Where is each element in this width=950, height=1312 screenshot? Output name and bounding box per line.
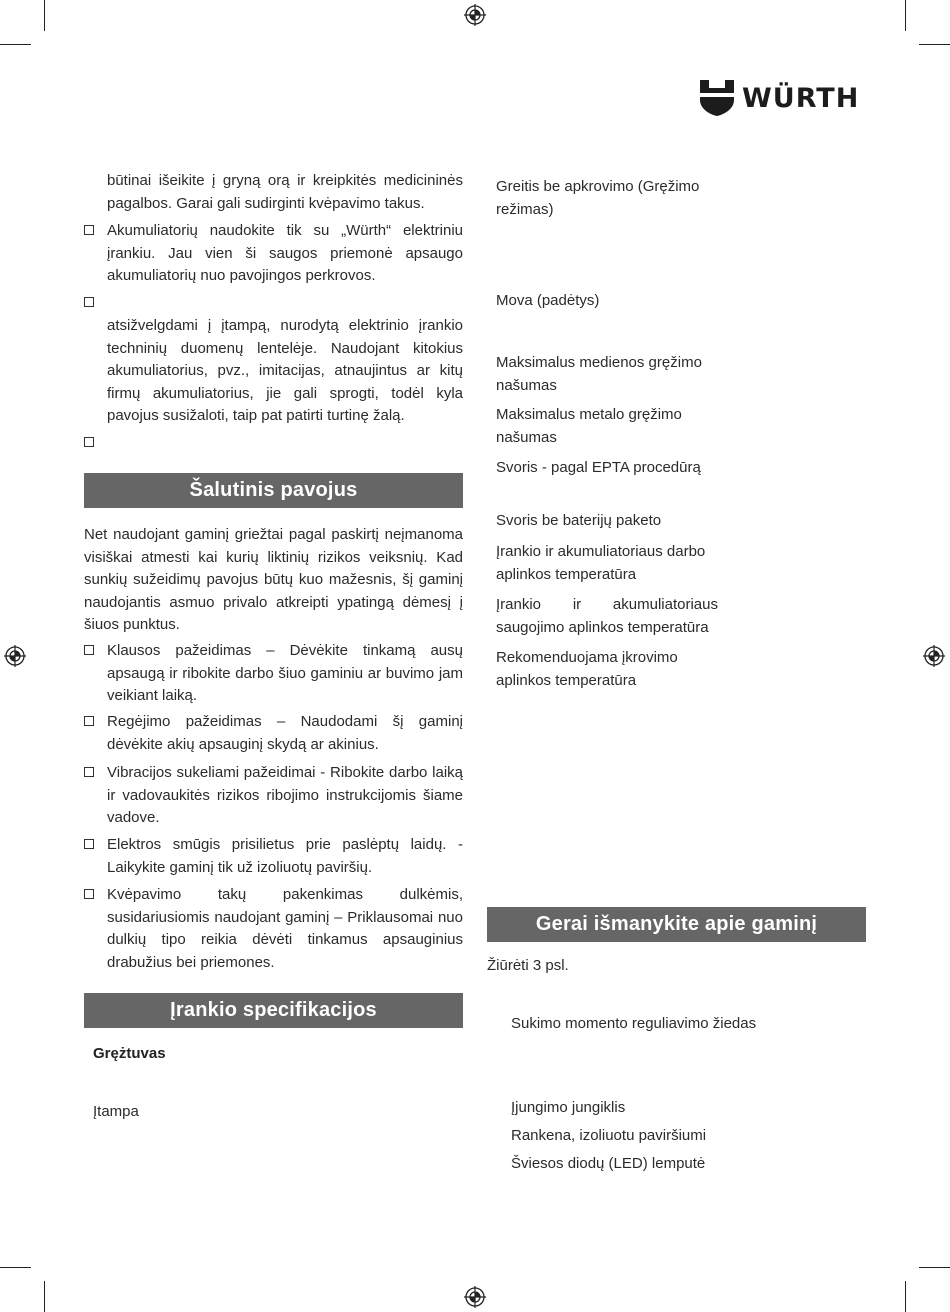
spec-label-voltage: Įtampa: [93, 1103, 139, 1120]
checkbox-icon: [84, 839, 94, 849]
wurth-emblem-icon: [700, 80, 734, 116]
crop-mark: [0, 1267, 31, 1268]
risk-item-text: Elektros smūgis prisilietus prie paslėptų laidų. - Laikykite gaminį tik už izoliuotų paviršių.: [107, 836, 463, 876]
spec-label: Mova (padėtys): [496, 292, 600, 309]
crop-mark: [44, 1281, 45, 1312]
checkbox-icon: [84, 889, 94, 899]
part-label: Sukimo momento reguliavimo žiedas: [511, 1015, 757, 1032]
risk-item: [84, 640, 463, 708]
crop-mark: [919, 44, 950, 45]
risk-item: [84, 834, 463, 880]
risk-item-text: Vibracijos sukeliami pažeidimai - Ribokite darbo laiką ir vadovaukitės rizikos ribojimo instrukcijomis šiame vadove.: [107, 764, 463, 826]
risk-item: [84, 711, 463, 757]
crop-mark: [44, 0, 45, 31]
specs-subheading: Grężtuvas: [93, 1045, 166, 1062]
spec-label: Įrankio ir akumuliatoriaus saugojimo aplinkos temperatūra: [496, 596, 718, 636]
spec-label: Rekomenduojama įkrovimo aplinkos temperatūra: [496, 649, 678, 689]
registration-mark-icon: [464, 4, 486, 26]
spec-label: Įrankio ir akumuliatoriaus darbo aplinkos temperatūra: [496, 543, 706, 583]
section-heading-residual-risk: Šalutinis pavojus: [84, 473, 463, 508]
part-label: Šviesos diodų (LED) lemputė: [511, 1155, 706, 1172]
logo-wordmark: WÜRTH: [742, 82, 860, 114]
checkbox-icon: [84, 437, 94, 447]
crop-mark: [905, 0, 906, 31]
spec-label: Maksimalus metalo gręžimo našumas: [496, 406, 682, 446]
spec-label: Svoris be baterijų paketo: [496, 512, 662, 529]
bullet-item: [84, 220, 463, 290]
risk-item-text: Klausos pažeidimas – Dėvėkite tinkamą ausų apsaugą ir ribokite darbo šiuo gaminiu ar buvimo jam veikiant laiką.: [107, 642, 463, 704]
risk-item-text: Regėjimo pažeidimas – Naudodami šį gaminį dėvėkite akių apsauginį skydą ar akinius.: [107, 713, 463, 753]
spec-label: Maksimalus medienos gręžimo našumas: [496, 354, 702, 394]
see-page-reference: Žiūrėti 3 psl.: [487, 957, 569, 974]
checkbox-icon: [84, 225, 94, 235]
section-heading-tool-specs: Įrankio specifikacijos: [84, 993, 463, 1028]
bullet-item: [84, 292, 463, 312]
checkbox-icon: [84, 767, 94, 777]
wurth-logo: [700, 80, 859, 116]
crop-mark: [919, 1267, 950, 1268]
spec-label: Svoris - pagal EPTA procedūrą: [496, 459, 701, 476]
registration-mark-icon: [4, 645, 26, 667]
part-label: Įjungimo jungiklis: [511, 1099, 626, 1116]
bullet-text: Akumuliatorių naudokite tik su „Würth“ elektriniu įrankiu. Jau vien ši saugos priemonė apsaugo akumuliatorių nuo pavojingos perkrovos.: [107, 222, 463, 284]
crop-mark: [0, 44, 31, 45]
checkbox-icon: [84, 297, 94, 307]
risk-item: [84, 884, 463, 974]
spec-label: Greitis be apkrovimo (Gręžimo režimas): [496, 178, 700, 218]
part-label: Rankena, izoliuotu paviršiumi: [511, 1127, 707, 1144]
section-heading-know-product: Gerai išmanykite apie gaminį: [487, 907, 866, 942]
checkbox-icon: [84, 716, 94, 726]
registration-mark-icon: [464, 1286, 486, 1308]
intro-paragraph: būtinai išeikite į gryną orą ir kreipkitės medicininės pagalbos. Garai gali sudirginti kvėpavimo takus.: [107, 172, 463, 212]
residual-risk-intro: Net naudojant gaminį griežtai pagal paskirtį neįmanoma visiškai atmesti kai kurių liktinių rizikos veiksnių. Kad sunkių sužeidimų pavojus būtų kuo mažesnis, šį gaminį naudojantis asmuo privalo atkreipti ypatingą dėmesį į šiuos punktus.: [84, 526, 463, 633]
registration-mark-icon: [923, 645, 945, 667]
crop-mark: [905, 1281, 906, 1312]
checkbox-icon: [84, 645, 94, 655]
risk-item-text: Kvėpavimo takų pakenkimas dulkėmis, susidariusiomis naudojant gaminį – Priklausomai nuo dulkių tipo reikia dėvėti tinkamus apsauginius drabužius bei priemones.: [107, 886, 463, 971]
bullet-item: [84, 432, 463, 452]
risk-item: [84, 762, 463, 830]
voltage-warning-paragraph: atsižvelgdami į įtampą, nurodytą elektrinio įrankio techninių duomenų lentelėje. Naudojant kitokius akumuliatorius, pvz., imitacijas, atnaujintus ar kitų firmų akumuliatorius, jie gali sprogti, todėl kyla pavojus susižaloti, taip pat patirti turtinę žalą.: [107, 317, 463, 424]
